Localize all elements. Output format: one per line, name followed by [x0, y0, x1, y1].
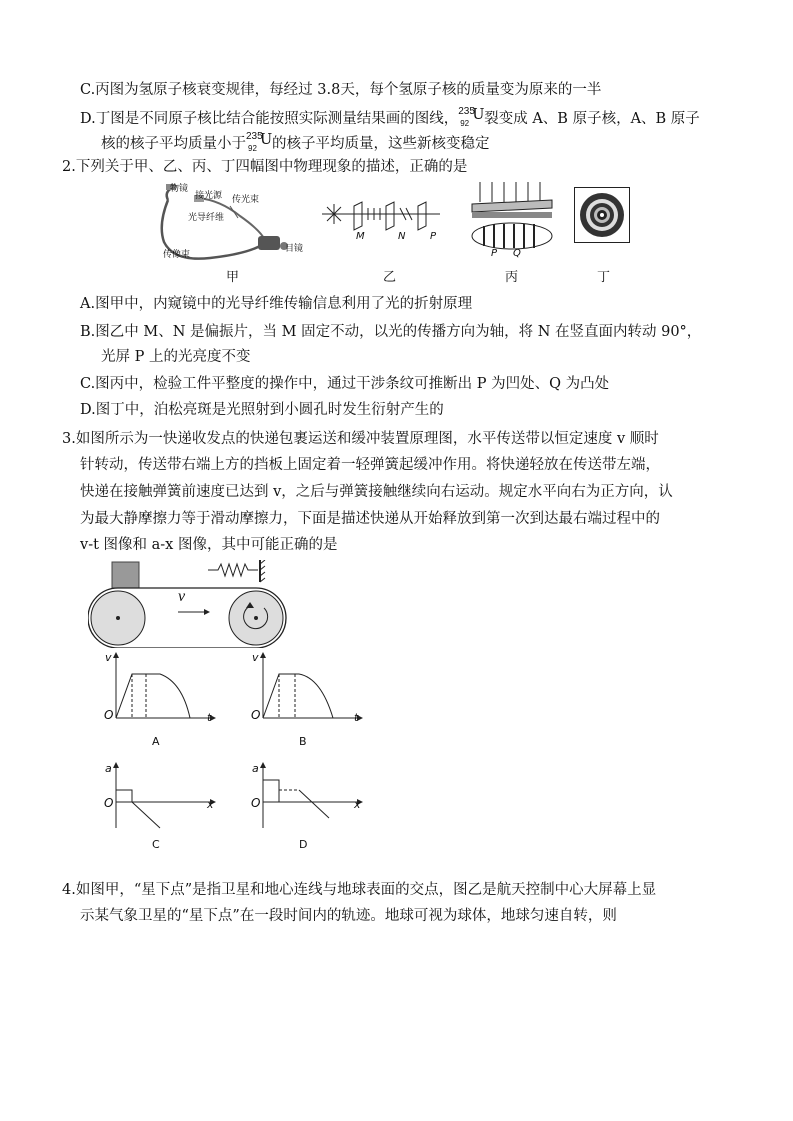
graph-b-caption: B: [299, 735, 307, 748]
graph-c-xlabel: x: [207, 798, 214, 811]
q3-stem-line2: 针转动，传送带右端上方的挡板上固定着一轻弹簧起缓冲作用。将快递轻放在传送带左端，: [80, 457, 660, 473]
graph-a-tlabel: t: [207, 711, 212, 724]
label-jieguang: 接光源: [195, 191, 223, 201]
figure-bing-interference: [466, 180, 558, 266]
q2-stem: 2.下列关于甲、乙、丙、丁四幅图中物理现象的描述，正确的是: [62, 159, 468, 175]
uranium-mass-number: 235: [458, 106, 475, 117]
graph-a-origin: O: [104, 708, 114, 722]
q2-option-b-line1: B.图乙中 M、N 是偏振片，当 M 固定不动，以光的传播方向为轴，将 N 在竖直面内转动 90°，: [80, 324, 702, 340]
graph-d-alabel: a: [252, 762, 259, 775]
uranium-atomic-number: 92: [460, 119, 470, 128]
uranium-atomic-number-2: 92: [248, 144, 257, 153]
q2-option-c: C.图丙中，检验工件平整度的操作中，通过干涉条纹可推断出 P 为凹处、Q 为凸处: [80, 376, 610, 392]
graph-d-xlabel: x: [354, 798, 361, 811]
graph-c-origin: O: [104, 796, 114, 810]
label-p-bing: P: [491, 248, 498, 259]
q3-stem-line4: 为最大静摩擦力等于滑动摩擦力，下面是描述快递从开始释放到第一次到达最右端过程中的: [80, 511, 660, 527]
graph-b-vt: [245, 652, 365, 724]
label-q-bing: Q: [513, 248, 521, 259]
graph-b-origin: O: [251, 708, 261, 722]
caption-jia: 甲: [226, 270, 240, 285]
q2-option-d: D.图丁中，泊松亮斑是光照射到小圆孔时发生衍射产生的: [80, 402, 444, 418]
caption-yi: 乙: [383, 270, 397, 285]
belt-velocity-label: v: [178, 588, 186, 605]
option-c-prev: C.丙图为氢原子核衰变规律，每经过 3.8天，每个氢原子核的质量变为原来的一半: [80, 82, 602, 98]
option-d-text-a: D.丁图是不同原子核比结合能按照实际测量结果画的图线，: [80, 111, 459, 127]
graph-b-vlabel: v: [252, 651, 259, 664]
q3-stem-line3: 快递在接触弹簧前速度已达到 v，之后与弹簧接触继续向右运动。规定水平向右为正方向，认: [80, 484, 673, 500]
option-d-prev-line2: [101, 132, 490, 154]
label-wujing: 物镜: [170, 184, 189, 194]
uranium-notation-2: [246, 131, 273, 153]
graph-c-alabel: a: [105, 762, 112, 775]
graph-d-ax: [245, 762, 365, 830]
graph-a-vlabel: v: [105, 651, 112, 664]
q2-option-a: A.图甲中，内窥镜中的光导纤维传输信息利用了光的折射原理: [80, 296, 473, 312]
option-d-text-c: 核的核子平均质量小于: [101, 136, 246, 152]
caption-bing: 丙: [505, 270, 519, 285]
label-m: M: [356, 231, 365, 242]
label-chuanguang: 传光束: [232, 195, 260, 205]
q2-option-b-line2: 光屏 P 上的光亮度不变: [101, 349, 251, 365]
figure-ding-poisson-spot: [574, 187, 630, 243]
label-chuanxiang: 传像束: [163, 250, 191, 260]
label-p: P: [430, 231, 437, 242]
graph-d-caption: D: [299, 838, 308, 851]
graph-a-vt: [98, 652, 218, 724]
option-d-prev-line1: [80, 107, 700, 129]
option-d-text-b: 裂变成 A、B 原子核，A、B 原子: [484, 111, 700, 127]
label-xianwei: 光导纤维: [188, 213, 225, 223]
figure-yi-polarizers: [322, 198, 442, 234]
graph-c-ax: [98, 762, 218, 830]
figure-conveyor-belt: [88, 560, 288, 648]
q3-stem-line1: 3.如图所示为一快递收发点的快递包裹运送和缓冲装置原理图，水平传送带以恒定速度 v 顺时: [62, 431, 659, 447]
q4-stem-line1: 4.如图甲，“星下点”是指卫星和地心连线与地球表面的交点，图乙是航天控制中心大屏幕上显: [62, 882, 657, 898]
graph-d-origin: O: [251, 796, 261, 810]
uranium-notation: [458, 106, 485, 128]
graph-c-caption: C: [152, 838, 160, 851]
caption-ding: 丁: [597, 270, 611, 285]
graph-b-tlabel: t: [354, 711, 359, 724]
label-mujing: 目镜: [285, 244, 304, 254]
graph-a-caption: A: [152, 735, 160, 748]
q4-stem-line2: 示某气象卫星的“星下点”在一段时间内的轨迹。地球可视为球体，地球匀速自转，则: [80, 908, 617, 924]
uranium-symbol: U: [472, 107, 485, 123]
q3-stem-line5: v-t 图像和 a-x 图像，其中可能正确的是: [80, 537, 338, 553]
label-n: N: [398, 231, 406, 242]
uranium-mass-number-2: 235: [246, 131, 263, 142]
option-d-text-d: 的核子平均质量，这些新核变稳定: [272, 136, 490, 152]
uranium-symbol-2: U: [260, 132, 273, 148]
